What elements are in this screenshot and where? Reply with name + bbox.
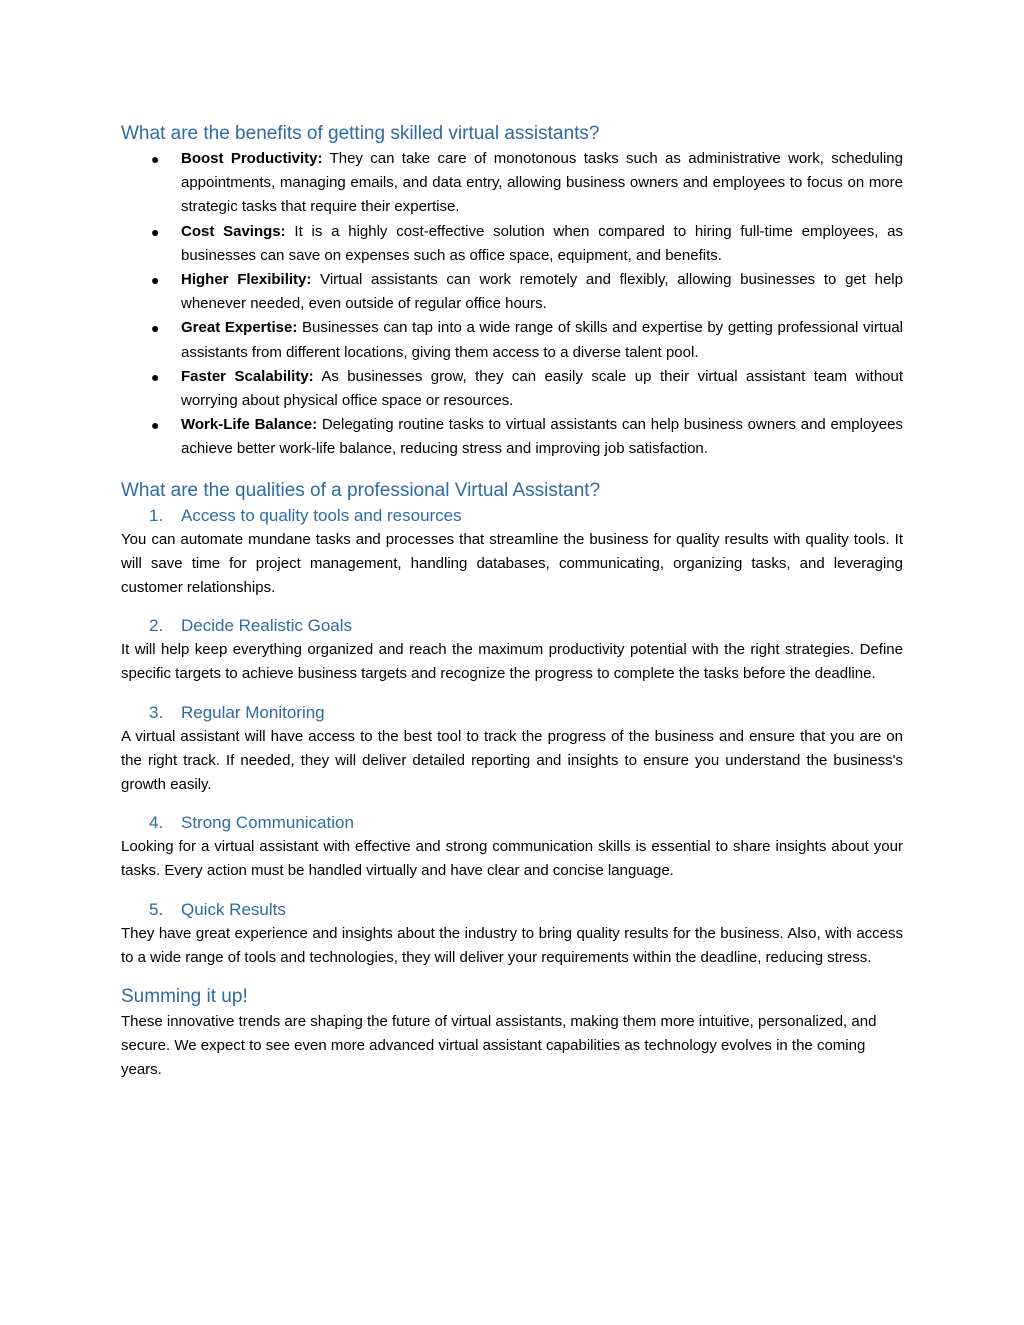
benefit-term: Boost Productivity: (181, 150, 323, 167)
quality-number: 5. (149, 899, 164, 919)
list-item (121, 268, 903, 316)
benefit-text: Delegating routine tasks to virtual assistants can help business owners and employees achieve better work-life balance, reducing stress and improving job satisfaction. (181, 416, 903, 458)
document-page (121, 121, 903, 1083)
quality-text-4: Looking for a virtual assistant with effective and strong communication skills is essential to share insights about your tasks. Every action must be handled virtually and have clear and concise language. (121, 838, 903, 880)
benefit-term: Work-Life Balance: (181, 416, 318, 434)
benefit-text: Businesses can tap into a wide range of skills and expertise by getting professional virtual assistants from different locations, giving them access to a diverse talent pool. (181, 319, 904, 361)
bullet-icon: ● (151, 272, 160, 289)
summary-text: These innovative trends are shaping the future of virtual assistants, making them more intuitive, personalized, and secure. We expect to see even more advanced virtual assistant capabilities as technology evolves in the coming years. (121, 1013, 877, 1079)
list-item (121, 316, 903, 364)
benefits-heading: What are the benefits of getting skilled virtual assistants? (121, 123, 600, 144)
benefit-term: Cost Savings: (181, 222, 286, 240)
quality-number: 4. (149, 813, 164, 833)
benefit-text: Virtual assistants can work remotely and flexibly, allowing businesses to get help whenever needed, even outside of regular office hours. (181, 271, 903, 313)
quality-number: 2. (149, 616, 164, 636)
bullet-icon: ● (151, 320, 160, 337)
quality-text-5: They have great experience and insights about the industry to bring quality results for the business. Also, with access to a wide range of tools and technologies, they will deliver your requirements within the deadline, reducing stress. (121, 924, 903, 966)
quality-heading-4 (121, 811, 903, 835)
benefit-text: As businesses grow, they can easily scale up their virtual assistant team without worrying about physical office space or resources. (181, 367, 904, 410)
bullet-icon: ● (151, 368, 160, 385)
quality-title: Quick Results (181, 899, 286, 919)
list-item (121, 220, 903, 268)
quality-number: 1. (149, 505, 164, 525)
qualities-heading: What are the qualities of a professional Virtual Assistant? (121, 479, 601, 501)
list-item (121, 147, 903, 220)
list-item (121, 413, 903, 461)
quality-title: Regular Monitoring (181, 702, 325, 722)
quality-text-3: A virtual assistant will have access to the best tool to track the progress of the business and ensure that you are on the right track. If needed, they will deliver detailed reporting and insights to ensure you understand the business's growth easily. (121, 727, 903, 794)
quality-text-1: You can automate mundane tasks and processes that streamline the business for quality results with quality tools. It will save time for project management, handling databases, communicating, organizing tasks, and leveraging customer relationships. (121, 530, 903, 597)
benefit-text: They can take care of monotonous tasks such as administrative work, scheduling appointments, managing emails, and data entry, allowing business owners and employees to focus on more strategic tasks that require their expertise. (181, 150, 903, 216)
quality-title: Decide Realistic Goals (181, 616, 353, 636)
benefit-term: Higher Flexibility: (181, 271, 312, 289)
bullet-icon: ● (151, 151, 160, 167)
bullet-icon: ● (151, 223, 160, 240)
benefits-list (121, 147, 903, 462)
summary-heading: Summing it up! (121, 986, 248, 1008)
benefit-term: Great Expertise: (181, 319, 298, 337)
benefit-term: Faster Scalability: (181, 367, 314, 385)
quality-title: Strong Communication (181, 813, 354, 833)
quality-heading-3 (121, 701, 903, 725)
quality-heading-5 (121, 898, 903, 922)
quality-number: 3. (149, 702, 164, 722)
bullet-icon: ● (151, 417, 160, 434)
quality-heading-1 (121, 504, 903, 528)
benefit-text: It is a highly cost-effective solution when compared to hiring full-time employees, as businesses can save on expenses such as office space, equipment, and benefits. (181, 222, 903, 264)
quality-heading-2 (121, 614, 903, 638)
list-item (121, 365, 903, 413)
quality-text-2: It will help keep everything organized and reach the maximum productivity potential with the right strategies. Define specific targets to achieve business targets and recognize the progress to complete the tasks before the deadline. (121, 641, 903, 683)
quality-title: Access to quality tools and resources (181, 505, 462, 525)
